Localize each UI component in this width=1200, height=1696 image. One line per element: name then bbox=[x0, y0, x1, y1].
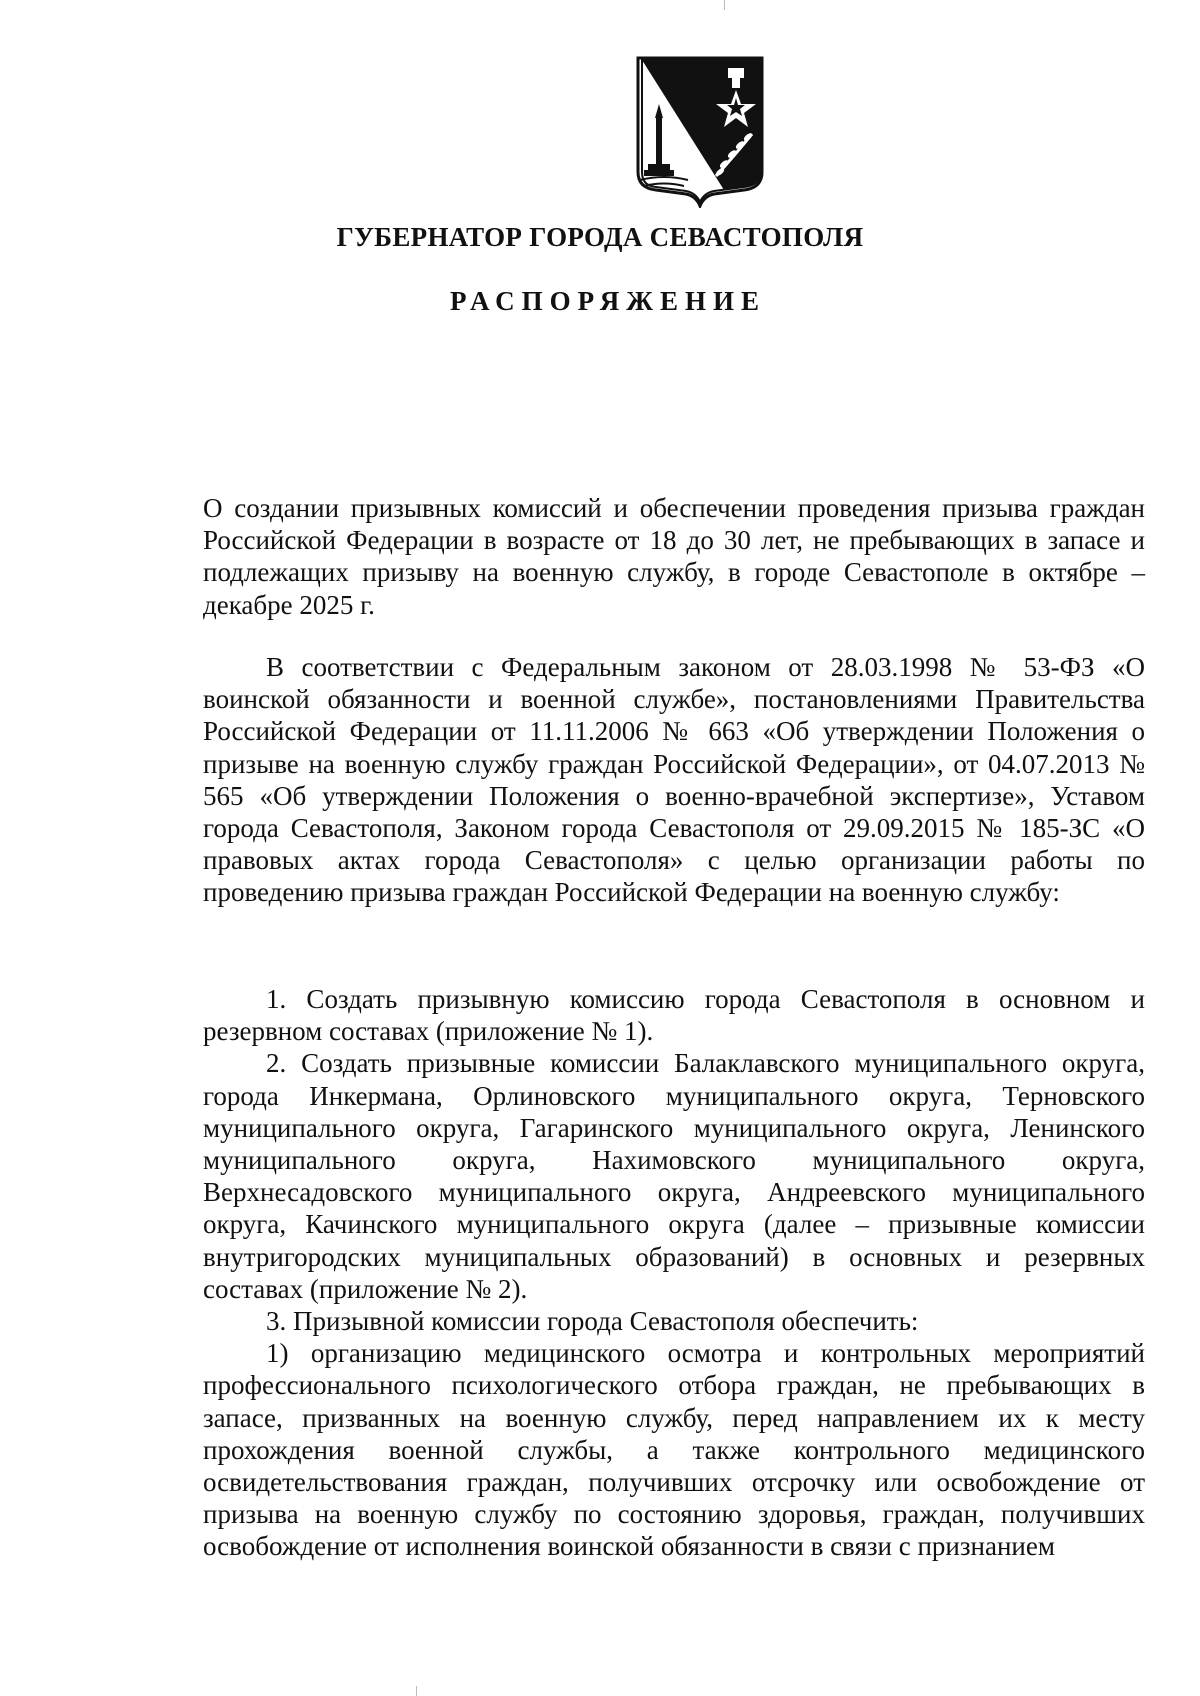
item-3: 3. Призывной комиссии города Севастополя обеспечить: bbox=[266, 1306, 919, 1337]
scan-artifact-bottom bbox=[416, 1686, 417, 1696]
sevastopol-coat-of-arms-icon bbox=[624, 56, 776, 208]
document-type: РАСПОРЯЖЕНИЕ bbox=[449, 286, 767, 316]
numbered-items bbox=[203, 983, 1145, 1563]
scan-artifact-top bbox=[724, 0, 725, 10]
item-3-subitem-1: 1) организацию медицинского осмотра и контрольных мероприятий профессионального психологического отбора граждан, не пребывающих в запасе, призванных на военную службу, перед направлением их к месту прохождения военной службы, а также контрольного медицинского освидетельствования граждан, получивших отсрочку или освобождение от призыва на военную службу по состоянию здоровья, граждан, получивших освобождение от исполнения воинской обязанности в связи с признанием bbox=[203, 1338, 1145, 1562]
preamble-paragraph: В соответствии с Федеральным законом от 28.03.1998 № 53-ФЗ «О воинской обязанности и военной службе», постановлениями Правительства Российской Федерации от 11.11.2006 № 663 «Об утверждении Положения о призыве на военную службу граждан Российской Федерации», от 04.07.2013 № 565 «Об утверждении Положения о военно-врачебной экспертизе», Уставом города Севастополя, Законом города Севастополя от 29.09.2015 № 185-ЗС «О правовых актах города Севастополя» с целью организации работы по проведению призыва граждан Российской Федерации на военную службу: bbox=[203, 652, 1145, 908]
item-1: 1. Создать призывную комиссию города Севастополя в основном и резервном составах (приложение № 1). bbox=[203, 984, 1145, 1047]
item-2: 2. Создать призывные комиссии Балаклавского муниципального округа, города Инкермана, Орлиновского муниципального округа, Терновского муниципального округа, Гагаринского муниципального округа, Ленинского муниципального округа, Нахимовского муниципального округа, Верхнесадовского муниципального округа, Андреевского муниципального округа, Качинского муниципального округа (далее – призывные комиссии внутригородских муниципальных образований) в основных и резервных составах (приложение № 2). bbox=[203, 1048, 1145, 1304]
document-subject: О создании призывных комиссий и обеспечении проведения призыва граждан Российской Федерации в возрасте от 18 до 30 лет, не пребывающих в запасе и подлежащих призыву на военную службу, в городе Севастополе в октябре – декабре 2025 г. bbox=[203, 493, 1145, 620]
issuing-authority: ГУБЕРНАТОР ГОРОДА СЕВАСТОПОЛЯ bbox=[336, 222, 864, 252]
